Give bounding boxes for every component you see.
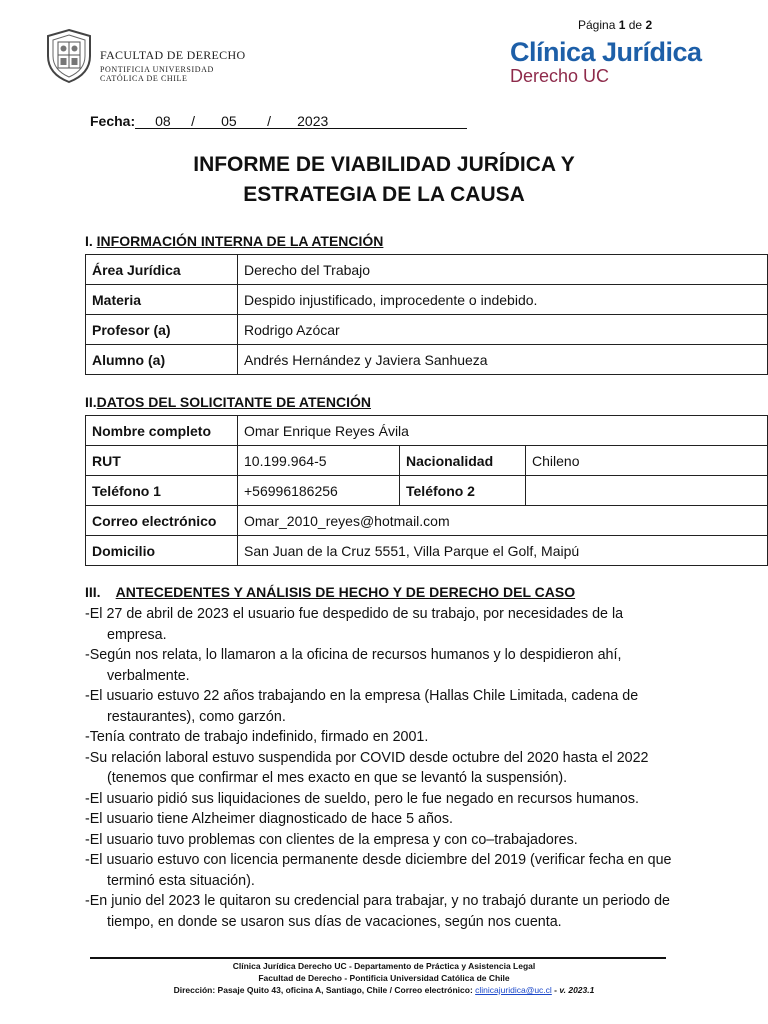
date-separator: / — [267, 113, 272, 129]
footer-version: v. 2023.1 — [559, 985, 595, 995]
section-number: III. — [85, 584, 101, 600]
footer-address: Dirección: Pasaje Quito 43, oficina A, Santiago, Chile / Correo electrónico: — [173, 985, 473, 995]
date-year: 2023 — [297, 113, 329, 129]
footer — [0, 960, 768, 996]
list-item: -En junio del 2023 le quitaron su credencial para trabajar, y no trabajó durante un periodo de tiempo, en donde se usaron sus días de vacaciones, según nos cuenta. — [85, 893, 670, 930]
table-row — [86, 416, 768, 446]
section-title: INFORMACIÓN INTERNA DE LA ATENCIÓN — [96, 233, 384, 249]
university-line1: PONTIFICIA UNIVERSIDAD — [100, 65, 214, 74]
faculty-logo-text — [100, 48, 245, 83]
row-value: Andrés Hernández y Javiera Sanhueza — [238, 345, 768, 375]
row-label: Teléfono 1 — [86, 476, 238, 506]
footer-line3: Dirección: Pasaje Quito 43, oficina A, Santiago, Chile / Correo electrónico: clinicajuridica@uc.cl - v. 2023.1 — [173, 985, 595, 995]
footer-line2: Facultad de Derecho - Pontificia Universidad Católica de Chile — [258, 973, 510, 983]
row-value: Despido injustificado, improcedente o indebido. — [238, 285, 768, 315]
section-title: ANTECEDENTES Y ANÁLISIS DE HECHO Y DE DERECHO DEL CASO — [115, 584, 576, 600]
clinic-subtitle: Derecho UC — [510, 66, 610, 86]
table-row — [86, 255, 768, 285]
document-title — [0, 150, 768, 210]
row-label: Teléfono 2 — [400, 476, 526, 506]
row-value — [526, 476, 768, 506]
table-row — [86, 536, 768, 566]
row-label: Domicilio — [86, 536, 238, 566]
applicant-data-table — [85, 415, 768, 566]
list-item: -El usuario tuvo problemas con clientes de la empresa y con co–trabajadores. — [85, 831, 578, 848]
row-value: Rodrigo Azócar — [238, 315, 768, 345]
section-number: II. — [85, 394, 97, 410]
list-item: -El usuario tiene Alzheimer diagnosticado de hace 5 años. — [85, 811, 453, 827]
section2-heading — [85, 394, 371, 410]
page-label: Página — [578, 18, 616, 32]
footer-divider — [90, 957, 666, 959]
row-label: Correo electrónico — [86, 506, 238, 536]
section1-heading — [85, 233, 383, 249]
row-label: Profesor (a) — [86, 315, 238, 345]
list-item: -El 27 de abril de 2023 el usuario fue despedido de su trabajo, por necesidades de la empresa. — [85, 606, 624, 643]
page-total: 2 — [645, 18, 653, 32]
date-label: Fecha: — [90, 113, 136, 129]
row-value: Derecho del Trabajo — [238, 255, 768, 285]
table-row — [86, 345, 768, 375]
row-value: 10.199.964-5 — [238, 446, 400, 476]
clinic-title: Clínica Jurídica — [510, 37, 702, 67]
date-month: 05 — [221, 113, 237, 129]
date-line — [135, 113, 467, 129]
list-item: -El usuario estuvo con licencia permanente desde diciembre del 2019 (verificar fecha en que terminó esta situación). — [85, 852, 672, 889]
row-value: Omar_2010_reyes@hotmail.com — [238, 506, 768, 536]
row-value: San Juan de la Cruz 5551, Villa Parque el Golf, Maipú — [238, 536, 768, 566]
date-separator: / — [191, 113, 196, 129]
page-number — [578, 18, 652, 32]
date-field — [90, 113, 467, 129]
section-title: DATOS DEL SOLICITANTE DE ATENCIÓN — [96, 394, 371, 410]
footer-line1: Clínica Jurídica Derecho UC - Departamento de Práctica y Asistencia Legal — [232, 961, 536, 971]
clinic-logo — [510, 37, 702, 87]
footer-email-link[interactable]: clinicajuridica@uc.cl — [475, 985, 552, 995]
table-row — [86, 315, 768, 345]
university-line2: CATÓLICA DE CHILE — [100, 74, 188, 83]
row-label: Materia — [86, 285, 238, 315]
list-item: -Tenía contrato de trabajo indefinido, firmado en 2001. — [85, 729, 429, 745]
section-number: I. — [85, 233, 93, 249]
row-label: Alumno (a) — [86, 345, 238, 375]
page-of: de — [628, 18, 643, 32]
row-value: Omar Enrique Reyes Ávila — [238, 416, 768, 446]
row-label: RUT — [86, 446, 238, 476]
row-value: +56996186256 — [238, 476, 400, 506]
section3-heading — [85, 584, 575, 600]
row-label: Nombre completo — [86, 416, 238, 446]
list-item: -El usuario pidió sus liquidaciones de sueldo, pero le fue negado en recursos humanos. — [85, 790, 639, 807]
case-background-list — [85, 604, 685, 932]
table-row — [86, 285, 768, 315]
table-row — [86, 476, 768, 506]
faculty-name: FACULTAD DE DERECHO — [100, 48, 246, 62]
row-label: Nacionalidad — [400, 446, 526, 476]
table-row — [86, 446, 768, 476]
date-day: 08 — [155, 113, 171, 129]
title-line2: ESTRATEGIA DE LA CAUSA — [243, 183, 525, 206]
title-line1: INFORME DE VIABILIDAD JURÍDICA Y — [193, 153, 575, 176]
list-item: -Su relación laboral estuvo suspendida por COVID desde octubre del 2020 hasta el 2022 (tenemos que confirmar el mes exacto en que se levantó la suspensión). — [85, 749, 649, 786]
list-item: -El usuario estuvo 22 años trabajando en la empresa (Hallas Chile Limitada, cadena de restaurantes), como garzón. — [85, 688, 639, 725]
internal-info-table — [85, 254, 768, 375]
page-current: 1 — [618, 18, 626, 32]
row-label: Área Jurídica — [86, 255, 238, 285]
table-row — [86, 506, 768, 536]
row-value: Chileno — [526, 446, 768, 476]
university-seal-logo — [44, 28, 94, 84]
list-item: -Según nos relata, lo llamaron a la oficina de recursos humanos y lo despidieron ahí, verbalmente. — [85, 647, 622, 684]
